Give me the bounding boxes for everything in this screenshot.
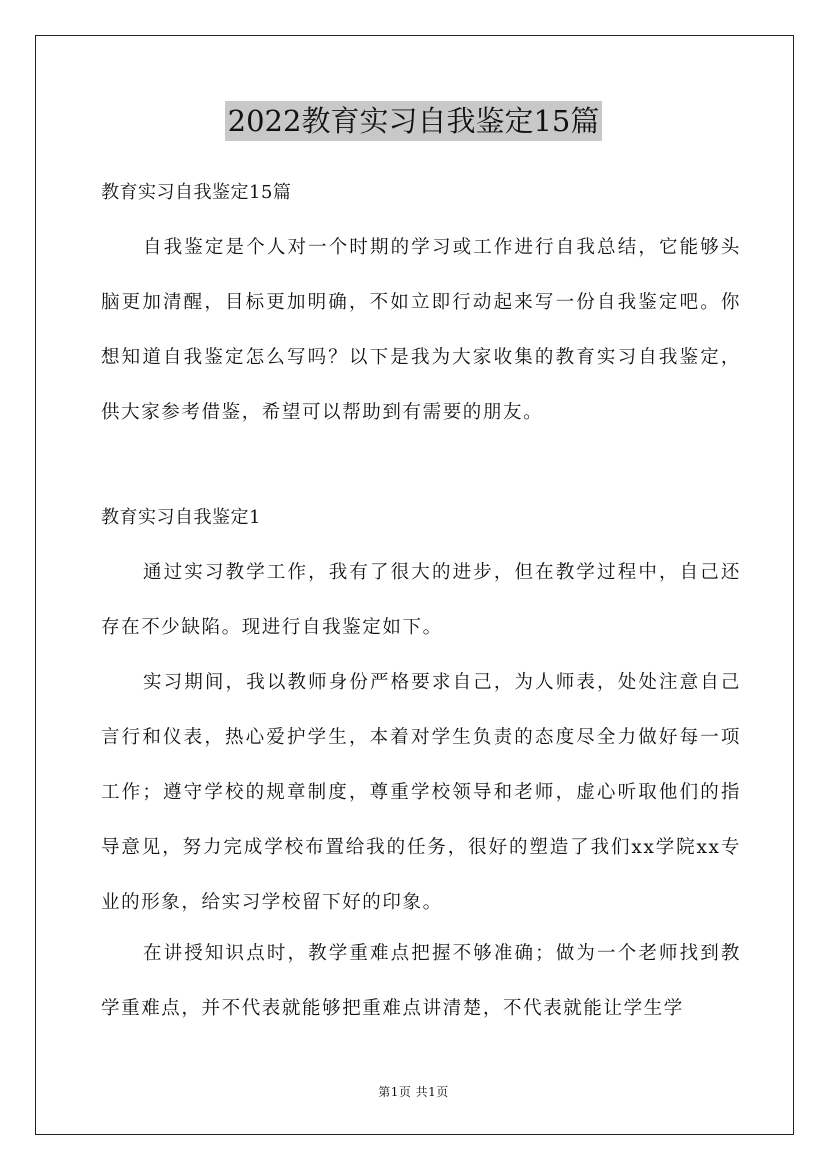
document-subtitle: 教育实习自我鉴定15篇 — [101, 182, 292, 203]
body-paragraph-2: 实习期间，我以教师身份严格要求自己，为人师表，处处注意自己言行和仪表，热心爱护学生，本着对学生负责的态度尽全力做好每一项工作；遵守学校的规章制度，尊重学校领导和老师，虚心听取他们的指导意见，努力完成学校布置给我的任务，很好的塑造了我们xx学院xx专业的形象，给实习学校留下好的印象。 — [101, 672, 741, 913]
document-title: 2022教育实习自我鉴定15篇 — [225, 101, 603, 141]
body-paragraph-3: 在讲授知识点时，教学重难点把握不够准确；做为一个老师找到教学重难点，并不代表就能够把重难点讲清楚，不代表就能让学生学 — [101, 943, 741, 1019]
page-footer: 第1页 共1页 — [378, 1085, 449, 1099]
intro-paragraph: 自我鉴定是个人对一个时期的学习或工作进行自我总结，它能够头脑更加清醒，目标更加明确，不如立即行动起来写一份自我鉴定吧。你想知道自我鉴定怎么写吗？以下是我为大家收集的教育实习自我鉴定，供大家参考借鉴，希望可以帮助到有需要的朋友。 — [101, 237, 741, 423]
title-container — [0, 101, 827, 141]
section-heading: 教育实习自我鉴定1 — [101, 507, 261, 528]
body-paragraph-1: 通过实习教学工作，我有了很大的进步，但在教学过程中，自己还存在不少缺陷。现进行自我鉴定如下。 — [101, 562, 741, 638]
